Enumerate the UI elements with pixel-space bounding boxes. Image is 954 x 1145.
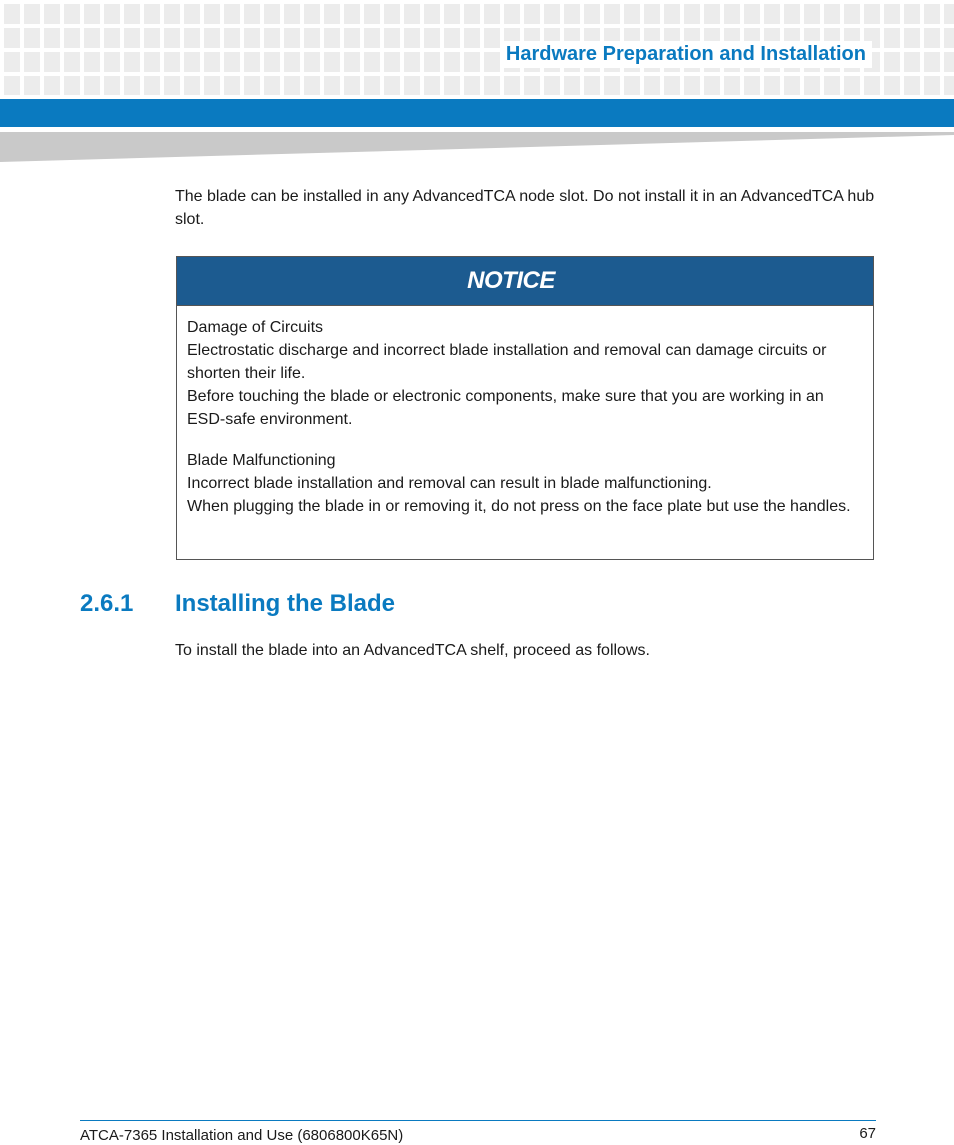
page-header-title: Hardware Preparation and Installation xyxy=(500,41,872,68)
footer-divider xyxy=(80,1120,876,1121)
notice-text: Before touching the blade or electronic components, make sure that you are working in an ESD-safe environment. xyxy=(187,388,824,428)
section-title: Installing the Blade xyxy=(175,590,396,617)
intro-paragraph: The blade can be installed in any AdvancedTCA node slot. Do not install it in an AdvancedTCA hub slot. xyxy=(175,188,875,228)
notice-label: NOTICE xyxy=(467,267,555,294)
footer-doc-title: ATCA-7365 Installation and Use (6806800K65N) xyxy=(80,1127,404,1144)
header-blue-bar xyxy=(0,99,954,127)
notice-heading-malfunction: Blade Malfunctioning xyxy=(187,452,336,469)
section-number: 2.6.1 xyxy=(80,590,134,617)
footer-page-number: 67 xyxy=(859,1125,876,1142)
notice-box xyxy=(176,256,874,560)
header-grey-wedge xyxy=(0,132,954,162)
notice-text: Incorrect blade installation and removal can result in blade malfunctioning. xyxy=(187,475,712,492)
notice-text: When plugging the blade in or removing it, do not press on the face plate but use the handles. xyxy=(187,498,851,515)
section-heading xyxy=(80,590,395,618)
section-paragraph: To install the blade into an AdvancedTCA shelf, proceed as follows. xyxy=(175,642,650,659)
notice-header xyxy=(177,257,873,306)
notice-text: Electrostatic discharge and incorrect blade installation and removal can damage circuits or shorten their life. xyxy=(187,342,827,382)
notice-body xyxy=(177,306,873,518)
notice-heading-damage: Damage of Circuits xyxy=(187,319,324,336)
